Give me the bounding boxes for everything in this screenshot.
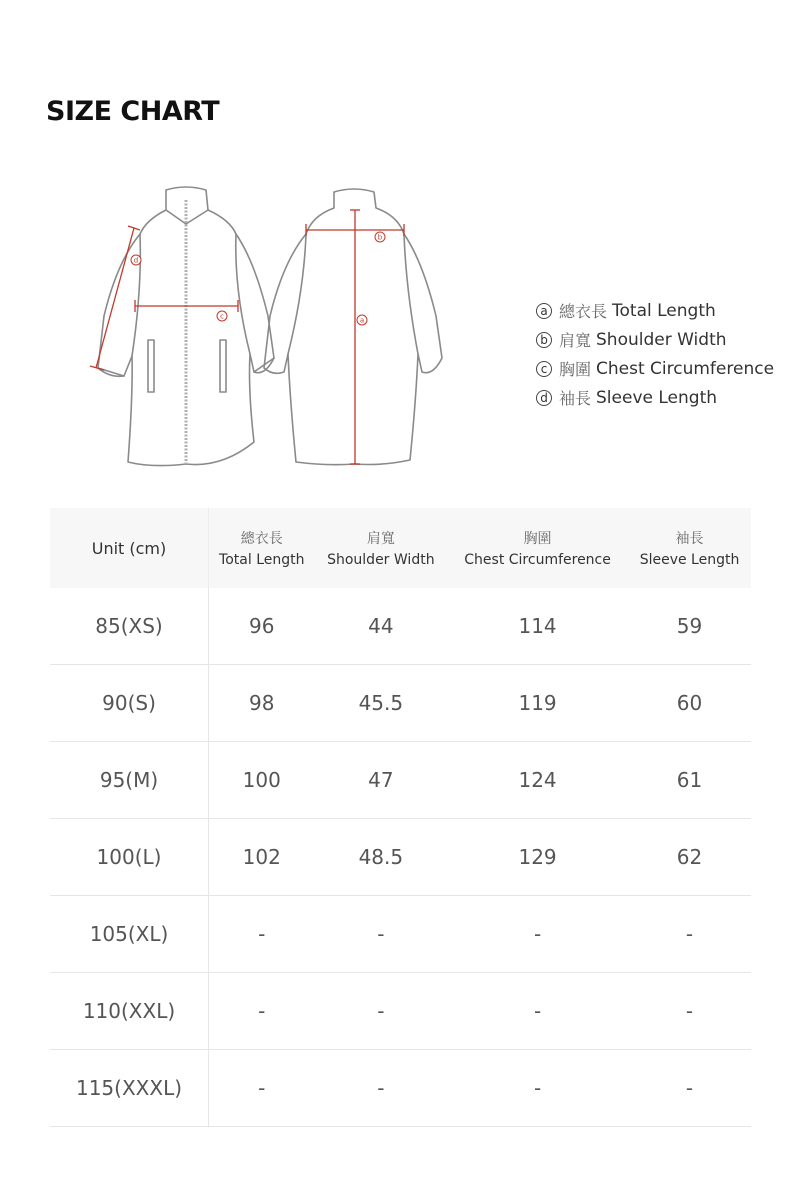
size-cell: 95(M)	[50, 742, 209, 819]
total-length-cell: -	[209, 896, 315, 973]
column-header-en: Total Length	[219, 552, 305, 568]
total-length-cell: 98	[209, 665, 315, 742]
table-row	[50, 588, 751, 665]
diagram-marker-c: c	[220, 312, 224, 321]
chest-circumference-cell: 129	[447, 819, 628, 896]
shoulder-width-cell: -	[315, 896, 448, 973]
legend-label-zh: 胸圍	[559, 360, 592, 379]
legend-label-zh: 總衣長	[559, 302, 608, 321]
size-cell: 110(XXL)	[50, 973, 209, 1050]
marker-d-icon: d	[536, 390, 552, 406]
table-row	[50, 1050, 751, 1127]
total-length-cell: 102	[209, 819, 315, 896]
measurement-legend	[536, 296, 774, 412]
diagram-marker-d: d	[133, 256, 139, 265]
sleeve-length-cell: -	[628, 973, 751, 1050]
sleeve-length-cell: 60	[628, 665, 751, 742]
sleeve-length-cell: -	[628, 1050, 751, 1127]
sleeve-length-cell: 61	[628, 742, 751, 819]
table-row	[50, 819, 751, 896]
sleeve-length-cell: 62	[628, 819, 751, 896]
chest-circumference-cell: -	[447, 973, 628, 1050]
marker-c-icon: c	[536, 361, 552, 377]
diagram-marker-b: b	[377, 233, 383, 242]
table-header-row	[50, 508, 751, 588]
legend-label-zh: 肩寬	[559, 331, 592, 350]
legend-item-sleeve-length	[536, 383, 774, 412]
legend-item-total-length	[536, 296, 774, 325]
total-length-cell: 96	[209, 588, 315, 665]
column-header-zh: 袖長	[675, 531, 704, 547]
chest-circumference-cell: 124	[447, 742, 628, 819]
table-row	[50, 973, 751, 1050]
coat-diagram	[80, 180, 460, 475]
legend-label-en: Chest Circumference	[596, 358, 775, 379]
legend-label-en: Shoulder Width	[596, 329, 727, 350]
diagram-marker-a: a	[359, 316, 365, 325]
chest-circumference-cell: -	[447, 896, 628, 973]
column-header-zh: 總衣長	[240, 531, 283, 547]
unit-header: Unit (cm)	[50, 508, 209, 588]
chest-circumference-cell: 114	[447, 588, 628, 665]
column-header-zh: 肩寬	[366, 531, 395, 547]
column-header-shoulder-width	[315, 508, 448, 588]
shoulder-width-cell: 45.5	[315, 665, 448, 742]
shoulder-width-cell: -	[315, 973, 448, 1050]
page-title: SIZE CHART	[46, 96, 220, 127]
column-header-en: Chest Circumference	[464, 552, 611, 568]
size-cell: 105(XL)	[50, 896, 209, 973]
table-row	[50, 665, 751, 742]
legend-item-shoulder-width	[536, 325, 774, 354]
total-length-cell: -	[209, 1050, 315, 1127]
legend-label-en: Sleeve Length	[596, 387, 718, 408]
shoulder-width-cell: 47	[315, 742, 448, 819]
legend-item-chest-circumference	[536, 354, 774, 383]
shoulder-width-cell: 44	[315, 588, 448, 665]
column-header-chest-circumference	[447, 508, 628, 588]
size-cell: 85(XS)	[50, 588, 209, 665]
shoulder-width-cell: -	[315, 1050, 448, 1127]
table-row	[50, 742, 751, 819]
marker-a-icon: a	[536, 303, 552, 319]
column-header-en: Sleeve Length	[639, 552, 740, 568]
shoulder-width-cell: 48.5	[315, 819, 448, 896]
size-table	[50, 508, 751, 1127]
column-header-total-length	[209, 508, 315, 588]
size-cell: 100(L)	[50, 819, 209, 896]
column-header-en: Shoulder Width	[327, 552, 435, 568]
size-cell: 90(S)	[50, 665, 209, 742]
sleeve-length-cell: 59	[628, 588, 751, 665]
chest-circumference-cell: 119	[447, 665, 628, 742]
column-header-sleeve-length	[628, 508, 751, 588]
size-cell: 115(XXXL)	[50, 1050, 209, 1127]
legend-label-en: Total Length	[612, 300, 716, 321]
table-row	[50, 896, 751, 973]
marker-b-icon: b	[536, 332, 552, 348]
sleeve-length-cell: -	[628, 896, 751, 973]
total-length-cell: 100	[209, 742, 315, 819]
column-header-zh: 胸圍	[523, 531, 552, 547]
measurement-lines	[90, 210, 404, 464]
total-length-cell: -	[209, 973, 315, 1050]
chest-circumference-cell: -	[447, 1050, 628, 1127]
legend-label-zh: 袖長	[559, 389, 592, 408]
